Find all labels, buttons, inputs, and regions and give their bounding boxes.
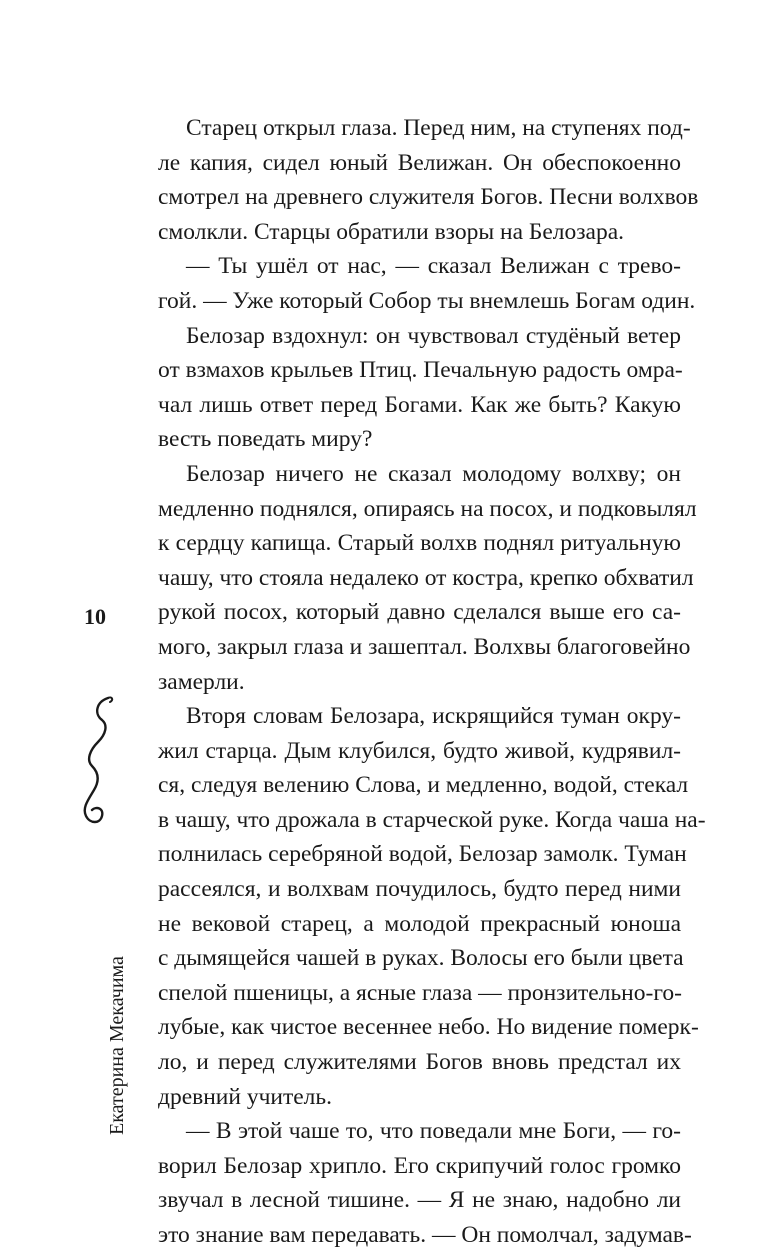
text-line: весть поведать миру? <box>158 426 373 453</box>
text-line: это знание вам передавать. — Он помолчал, задумав- <box>158 1222 692 1248</box>
text-line: ле капия, сидел юный Велижан. Он обеспокоенно <box>158 149 681 176</box>
text-line: гой. — Уже который Собор ты внемлешь Богам один. <box>158 287 696 314</box>
text-line: Старец открыл глаза. Перед ним, на ступенях под- <box>186 115 691 141</box>
page-number: 10 <box>84 604 106 629</box>
text-line: рассеялся, и волхвам почудилось, будто перед ними <box>158 876 681 903</box>
text-line: ло, и перед служителями Богов вновь предстал их <box>158 1049 681 1076</box>
text-line: чашу, что стояла недалеко от костра, крепко обхватил <box>158 564 694 591</box>
text-line: спелой пшеницы, а ясные глаза — пронзительно-го- <box>158 979 682 1006</box>
flourish-ornament-icon <box>68 690 128 830</box>
text-line: чал лишь ответ перед Богами. Как же быть? Какую <box>158 391 681 418</box>
text-line: не вековой старец, а молодой прекрасный юноша <box>158 910 681 937</box>
text-line: лубые, как чистое весеннее небо. Но видение померк- <box>158 1014 699 1041</box>
text-line: смолкли. Старцы обратили взоры на Белозара. <box>158 218 625 245</box>
text-line: рукой посох, который давно сделался выше его са- <box>158 599 681 626</box>
text-line: мого, закрыл глаза и зашептал. Волхвы благоговейно <box>158 633 691 660</box>
body-text <box>158 111 706 1253</box>
text-line: ворил Белозар хрипло. Его скрипучий голос громко <box>158 1152 681 1179</box>
text-line: — В этой чаше то, что поведали мне Боги, — го- <box>186 1118 681 1145</box>
text-line: медленно поднялся, опираясь на посох, и подковылял <box>158 495 697 522</box>
text-line: — Ты ушёл от нас, — сказал Велижан с трево- <box>186 253 681 280</box>
text-line: к сердцу капища. Старый волхв поднял ритуальную <box>158 530 681 557</box>
text-line: звучал в лесной тишине. — Я не знаю, надобно ли <box>158 1187 681 1214</box>
text-line: древний учитель. <box>158 1083 333 1110</box>
text-line: Вторя словам Белозара, искрящийся туман окру- <box>186 703 681 730</box>
text-line: Белозар вздохнул: он чувствовал студёный ветер <box>186 322 681 349</box>
text-line: ся, следуя велению Слова, и медленно, водой, стекал <box>158 772 689 799</box>
text-line: от взмахов крыльев Птиц. Печальную радость омра- <box>158 357 683 384</box>
text-line: смотрел на древнего служителя Богов. Песни волхвов <box>158 184 699 211</box>
text-line: Белозар ничего не сказал молодому волхву; он <box>186 460 681 487</box>
text-line: замерли. <box>158 668 245 695</box>
text-line: жил старца. Дым клубился, будто живой, кудрявил- <box>158 737 681 764</box>
text-line: в чашу, что дрожала в старческой руке. Когда чаша на- <box>158 806 706 833</box>
running-title: Екатерина Мекачима <box>106 956 128 1135</box>
text-line: с дымящейся чашей в руках. Волосы его были цвета <box>158 945 684 972</box>
text-line: полнилась серебряной водой, Белозар замолк. Туман <box>158 841 687 868</box>
